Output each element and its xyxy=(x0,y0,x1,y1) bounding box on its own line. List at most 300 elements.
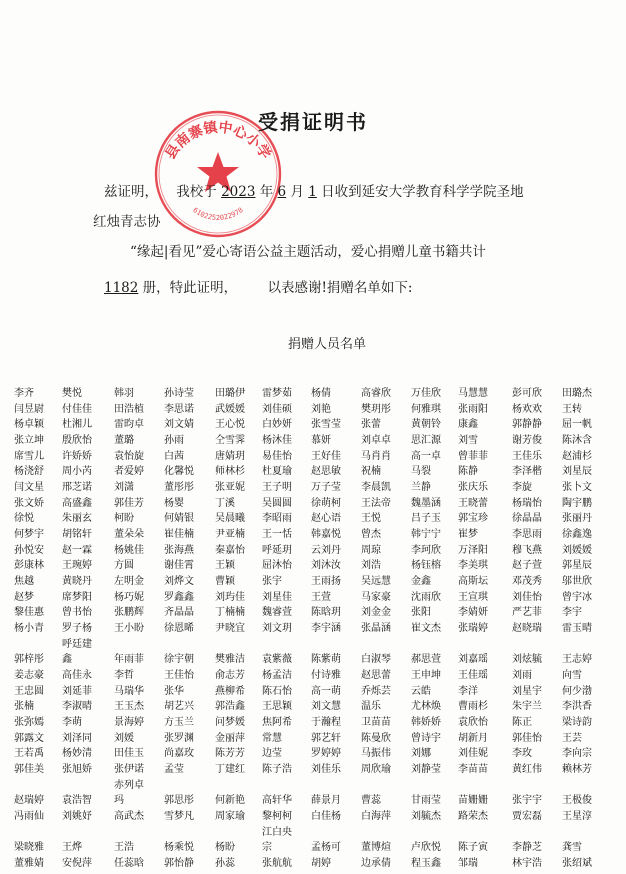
donor-name: 白茜 xyxy=(164,451,184,462)
donor-name: 闫文星 xyxy=(14,482,44,493)
donor-name: 思汇源 xyxy=(411,435,441,446)
donor-name: 杨婴 xyxy=(164,498,184,509)
donor-name: 玛 xyxy=(114,795,124,806)
donor-name: 周琼 xyxy=(361,545,381,556)
donor-name: 慕妍 xyxy=(311,435,331,446)
donor-name: 王好佳 xyxy=(311,451,341,462)
donor-name: 尹亚楠 xyxy=(215,529,245,540)
donor-name: 屈一帆 xyxy=(562,419,592,430)
donor-name: 刘金金 xyxy=(361,607,391,618)
donor-name: 刘文慧 xyxy=(311,701,341,712)
donor-name: 周欣瑜 xyxy=(361,764,391,775)
donor-name: 马裂 xyxy=(411,466,431,477)
donor-name: 王玉杰 xyxy=(114,701,144,712)
donor-name: 王佳瑶 xyxy=(458,670,488,681)
donor-name: 王琬婷 xyxy=(62,560,92,571)
donor-name: 张雨阳 xyxy=(458,404,488,415)
donor-name: 田浩植 xyxy=(114,404,144,415)
donor-name: 刘沐汝 xyxy=(311,560,341,571)
donor-name: 赵晓瑞 xyxy=(512,623,542,634)
donor-name: 郭佳怡 xyxy=(512,733,542,744)
donor-name: 崔文杰 xyxy=(411,623,441,634)
donor-name: 崔梦 xyxy=(458,529,478,540)
donor-name: 陶宇鹏 xyxy=(562,498,592,509)
donor-name: 安倪萍 xyxy=(62,858,92,869)
donor-name: 梁诗韵 xyxy=(562,717,592,728)
donor-name: 穆飞燕 xyxy=(512,545,542,556)
donor-name: 贾宏磊 xyxy=(512,811,542,822)
book-count-unit: 册，特此证明， xyxy=(142,280,238,296)
donor-name: 杨倩 xyxy=(311,388,331,399)
donor-name: 赵浦杉 xyxy=(562,451,592,462)
donor-name: 易佳怡 xyxy=(262,451,292,462)
donor-name: 陈静 xyxy=(458,466,478,477)
donor-name: 刘佳怡 xyxy=(512,592,542,603)
donor-name: 张罗渊 xyxy=(164,733,194,744)
donor-name: 曹雨杉 xyxy=(458,701,488,712)
donor-name: 王思颖 xyxy=(262,701,292,712)
donor-name: 万子莹 xyxy=(311,482,341,493)
donor-name: 罗鑫鑫 xyxy=(164,592,194,603)
donor-name: 赵子萱 xyxy=(512,560,542,571)
donor-name: 路荣杰 xyxy=(458,811,488,822)
donor-name: 刘佳妮 xyxy=(458,748,488,759)
donor-name: 赵思敏 xyxy=(311,466,341,477)
donor-name: 闫昱尉 xyxy=(14,404,44,415)
donor-name: 李旋 xyxy=(512,482,532,493)
donor-name: 李淑晴 xyxy=(62,701,92,712)
donor-name: 马瑞华 xyxy=(114,686,144,697)
donor-name: 郭梓彤 xyxy=(14,654,44,665)
donor-name: 陈晗玥 xyxy=(311,607,341,618)
donor-name: 马家豪 xyxy=(361,592,391,603)
donor-name: 邹瑞 xyxy=(458,858,478,869)
donor-name: 武媛媛 xyxy=(215,404,245,415)
donor-name: 李宇涵 xyxy=(311,623,341,634)
donor-name: 李思诺 xyxy=(164,404,194,415)
donor-name: 雷玉晴 xyxy=(562,623,592,634)
donor-name: 崔佳楠 xyxy=(164,529,194,540)
donor-name: 柯盼 xyxy=(114,513,134,524)
donor-name: 徐鑫逸 xyxy=(562,529,592,540)
donor-name: 杨孟洁 xyxy=(262,670,292,681)
donor-name: 张伊诺 xyxy=(114,764,144,775)
donor-name: 刘潇 xyxy=(114,482,134,493)
donor-name: 杨巧妮 xyxy=(114,592,144,603)
donor-name: 樊玥彤 xyxy=(361,404,391,415)
donor-name: 谢佳霄 xyxy=(164,560,194,571)
donor-name: 于瀚程 xyxy=(311,717,341,728)
donor-name: 赖林芳 xyxy=(562,764,592,775)
donor-name: 刘姚妤 xyxy=(62,811,92,822)
donor-name: 刘文玥 xyxy=(262,623,292,634)
donor-name: 曾宇冰 xyxy=(562,592,592,603)
donor-name: 万佳欣 xyxy=(411,388,441,399)
donor-name: 张晶涵 xyxy=(361,623,391,634)
donor-name: 王忠圆 xyxy=(14,686,44,697)
donor-name: 王雨扬 xyxy=(311,576,341,587)
donor-name: 黄朝铃 xyxy=(411,419,441,430)
donor-name: 李思雨 xyxy=(512,529,542,540)
donor-name: 曾书怡 xyxy=(62,607,92,618)
donor-name: 刘毓杰 xyxy=(411,811,441,822)
donor-name: 王萱 xyxy=(311,592,331,603)
donor-name: 刘玙佳 xyxy=(215,592,245,603)
donor-name: 化馨悦 xyxy=(164,466,194,477)
donor-name: 胡铭轩 xyxy=(62,529,92,540)
donor-name: 孙雨 xyxy=(164,435,184,446)
donor-name: 郭佳芳 xyxy=(114,498,144,509)
donor-name: 孟莹 xyxy=(164,764,184,775)
donor-name: 张阳 xyxy=(411,607,431,618)
donor-name: 袁浩智 xyxy=(62,795,92,806)
donor-name: 白海萍 xyxy=(361,811,391,822)
donor-name: 王小盼 xyxy=(114,623,144,634)
donor-name: 赵瑞婷 xyxy=(14,795,44,806)
donor-name: 杜夏瑜 xyxy=(262,466,292,477)
donor-name: 刘文婧 xyxy=(164,419,194,430)
donor-name: 何新艳 xyxy=(215,795,245,806)
donor-name: 姜志豪 xyxy=(14,670,44,681)
cert-line-3: “缘起|看见”爱心寄语公益主题活动，爱心捐赠儿童书籍共计 xyxy=(130,244,486,260)
donor-name: 郭静静 xyxy=(512,419,542,430)
donor-name: 燕柳希 xyxy=(215,686,245,697)
donor-name: 许娇娇 xyxy=(62,451,92,462)
donor-name: 年雨菲 xyxy=(114,654,144,665)
donor-name: 焦越 xyxy=(14,576,34,587)
donor-name: 王心悦 xyxy=(215,419,245,430)
donor-name: 刘浩 xyxy=(361,560,381,571)
donor-name: 李洪香 xyxy=(562,701,592,712)
donor-name: 殷欣怡 xyxy=(62,435,92,446)
donor-name: 金丽萍 xyxy=(215,733,245,744)
donor-name: 李齐 xyxy=(14,388,34,399)
cert-month: 6 xyxy=(277,184,287,200)
donor-name: 张雪莹 xyxy=(311,419,341,430)
donor-name: 刘星宇 xyxy=(512,686,542,697)
donor-name: 乔烁芸 xyxy=(361,686,391,697)
donor-name: 刘媛媛 xyxy=(562,545,592,556)
donor-name: 雷梦茹 xyxy=(262,388,292,399)
donor-name: 席雪儿 xyxy=(14,451,44,462)
book-count: 1182 xyxy=(104,280,139,296)
donor-name: 刘星佳 xyxy=(262,592,292,603)
donor-name: 田璐伊 xyxy=(215,388,245,399)
donor-name: 徐萌柯 xyxy=(311,498,341,509)
donor-name: 徐晶晶 xyxy=(512,513,542,524)
donor-name: 樊悦 xyxy=(62,388,82,399)
donor-name: 吴晨曦 xyxy=(215,513,245,524)
donor-name: 呼廷建 xyxy=(62,639,92,650)
donor-name: 杨沐佳 xyxy=(262,435,292,446)
donor-name: 陈石怡 xyxy=(262,686,292,697)
donor-name: 问梦媛 xyxy=(215,717,245,728)
donor-name: 吕子玉 xyxy=(411,513,441,524)
donor-name: 谢芳俊 xyxy=(512,435,542,446)
donor-name: 陈正 xyxy=(512,717,532,728)
donor-name: 杨钰榕 xyxy=(411,560,441,571)
donor-name: 赵一霖 xyxy=(62,545,92,556)
donor-name: 刘媛 xyxy=(114,733,134,744)
donor-name: 李泽楷 xyxy=(512,466,542,477)
donor-name: 陈子浩 xyxy=(262,764,292,775)
cert-day: 1 xyxy=(308,184,317,200)
donor-name: 董雅婧 xyxy=(14,858,44,869)
donor-name: 何雅琪 xyxy=(411,404,441,415)
donor-name: 孙诗莹 xyxy=(164,388,194,399)
donor-name: 袁欣怡 xyxy=(458,717,488,728)
donor-name: 杨小青 xyxy=(14,623,44,634)
donor-name: 田佳玉 xyxy=(114,748,144,759)
donor-name: 仝雪霁 xyxy=(215,435,245,446)
cert-day-text: 日收到延安大学教育科学学院圣地 xyxy=(321,184,524,200)
donor-name: 李萌 xyxy=(62,717,82,728)
donor-name: 李美琪 xyxy=(458,560,488,571)
donor-name: 杨乘悦 xyxy=(164,842,194,853)
donor-name: 曹蕊 xyxy=(361,795,381,806)
cert-line-4 xyxy=(104,276,412,296)
donor-name: 魏睿萱 xyxy=(262,607,292,618)
donor-name: 胡艺兴 xyxy=(164,701,194,712)
donor-name: 赵思蕾 xyxy=(361,670,391,681)
donor-name: 杨卓颖 xyxy=(14,419,44,430)
donor-name: 鑫 xyxy=(62,654,72,665)
donor-name: 董彤彤 xyxy=(164,482,194,493)
seal-number-text: 6102252022978 xyxy=(191,206,245,222)
donor-name: 郭宝珍 xyxy=(458,513,488,524)
donor-name: 郝思萱 xyxy=(411,654,441,665)
donor-name: 李向宗 xyxy=(562,748,592,759)
donor-name: 马肖肖 xyxy=(361,451,391,462)
donor-name: 王一恬 xyxy=(262,529,292,540)
donor-name: 杨欢欢 xyxy=(512,404,542,415)
donor-name: 黄晓丹 xyxy=(62,576,92,587)
donor-name: 张丽丹 xyxy=(562,513,592,524)
donor-name: 张弥嫣 xyxy=(14,717,44,728)
donor-name: 师林杉 xyxy=(215,466,245,477)
donor-name: 焦阿希 xyxy=(262,717,292,728)
donor-name: 刘星辰 xyxy=(562,466,592,477)
donor-name: 赵梦 xyxy=(14,592,34,603)
donor-name: 刘静莹 xyxy=(411,764,441,775)
donor-name: 李婧妍 xyxy=(458,607,488,618)
donor-name: 雷昀卓 xyxy=(114,419,144,430)
donor-name: 高一萌 xyxy=(311,686,341,697)
donor-name: 王星淳 xyxy=(562,811,592,822)
donor-name: 张瑞婷 xyxy=(458,623,488,634)
donor-name: 刘延菲 xyxy=(62,686,92,697)
donor-name: 温乐 xyxy=(361,701,381,712)
donor-list-title: 捐赠人员名单 xyxy=(288,337,367,352)
donor-name: 苗姗姗 xyxy=(458,795,488,806)
donor-name: 徐悦 xyxy=(14,513,34,524)
donor-name: 孙蕊 xyxy=(215,858,235,869)
donor-name: 陈紫萌 xyxy=(311,654,341,665)
donor-name: 沈雨欣 xyxy=(411,592,441,603)
donor-name: 张海燕 xyxy=(164,545,194,556)
donor-name: 李珂欣 xyxy=(411,545,441,556)
donor-name: 方玉兰 xyxy=(164,717,194,728)
donor-name: 张蕾 xyxy=(361,419,381,430)
donor-name: 邬世欣 xyxy=(562,576,592,587)
donor-name: 郭艺轩 xyxy=(311,733,341,744)
donor-name: 王颖 xyxy=(215,560,235,571)
donor-name: 刘娜 xyxy=(411,748,431,759)
donor-name: 郭佳美 xyxy=(14,764,44,775)
donor-name: 何婧银 xyxy=(164,513,194,524)
donor-name: 王芸 xyxy=(562,733,582,744)
donor-name: 刘卓卓 xyxy=(361,435,391,446)
donor-name: 边承倩 xyxy=(361,858,391,869)
donor-name: 杜湘儿 xyxy=(62,419,92,430)
donor-name: 曾诗宇 xyxy=(411,733,441,744)
donor-name: 杨瑞怡 xyxy=(512,498,542,509)
donor-name: 边莹 xyxy=(262,748,282,759)
donor-name: 尚嘉玫 xyxy=(164,748,194,759)
donor-name: 龚雪 xyxy=(562,842,582,853)
donor-name: 张立坤 xyxy=(14,435,44,446)
donor-name: 董朵朵 xyxy=(114,529,144,540)
donor-name: 张亚妮 xyxy=(215,482,245,493)
donor-name: 左明金 xyxy=(114,576,144,587)
donor-name: 丁楠楠 xyxy=(215,607,245,618)
donor-name: 魏墨涵 xyxy=(411,498,441,509)
donor-name: 曾菲菲 xyxy=(458,451,488,462)
donor-name: 李晨凯 xyxy=(361,482,391,493)
donor-name: 李哲 xyxy=(114,670,134,681)
donor-name: 白淑琴 xyxy=(361,654,391,665)
donor-name: 李洋 xyxy=(458,686,478,697)
donor-name: 丁建红 xyxy=(215,764,245,775)
donor-name: 秦嘉怡 xyxy=(215,545,245,556)
donor-name: 任蕊晗 xyxy=(114,858,144,869)
donor-name: 齐晶晶 xyxy=(164,607,194,618)
donor-name: 方圆 xyxy=(114,560,134,571)
donor-name: 韩宁宁 xyxy=(411,529,441,540)
cert-intro: 我校于 xyxy=(176,184,217,200)
donor-name: 刘泽同 xyxy=(62,733,92,744)
donor-name: 万泽阳 xyxy=(458,545,488,556)
donor-name: 李静芝 xyxy=(512,842,542,853)
donor-name: 刘烨文 xyxy=(164,576,194,587)
donor-name: 韩娇娇 xyxy=(411,717,441,728)
donor-name: 屈沐怡 xyxy=(262,560,292,571)
donor-name: 景海婷 xyxy=(114,717,144,728)
donor-name: 郭怡静 xyxy=(164,858,194,869)
donor-name: 袁怡旋 xyxy=(114,451,144,462)
donor-name: 彭可欣 xyxy=(512,388,542,399)
donor-name: 尹晓宜 xyxy=(215,623,245,634)
donor-name: 高盛鑫 xyxy=(62,498,92,509)
donor-name: 郭思彤 xyxy=(164,795,194,806)
donor-name: 王佳怡 xyxy=(164,670,194,681)
cert-month-unit: 月 xyxy=(290,184,304,200)
donor-name: 王若禹 xyxy=(14,748,44,759)
donor-name: 刘佳乐 xyxy=(311,764,341,775)
donor-name: 张航航 xyxy=(262,858,292,869)
donor-name: 孙悦安 xyxy=(14,545,44,556)
donor-name: 李宇 xyxy=(562,607,582,618)
donor-name: 向雪 xyxy=(562,670,582,681)
donor-name: 付诗雅 xyxy=(311,670,341,681)
donor-name: 彭康林 xyxy=(14,560,44,571)
donor-name: 唐婧玥 xyxy=(215,451,245,462)
donor-name: 薛景月 xyxy=(311,795,341,806)
document-title: 受捐证明书 xyxy=(258,110,368,134)
donor-name: 付佳佳 xyxy=(62,404,92,415)
donor-name: 刘雨 xyxy=(512,670,532,681)
donor-name: 郭露文 xyxy=(14,733,44,744)
donor-name: 徐宇朝 xyxy=(164,654,194,665)
donor-name: 刘佳硕 xyxy=(262,404,292,415)
donor-name: 冯雨仙 xyxy=(14,811,44,822)
cert-opening: 兹证明， xyxy=(104,184,158,200)
donor-name: 张绍斌 xyxy=(562,858,592,869)
donor-name: 罗婷婷 xyxy=(311,748,341,759)
donor-name: 张宇宇 xyxy=(512,795,542,806)
donor-name: 陈芳芳 xyxy=(215,748,245,759)
donor-name: 林宇浩 xyxy=(512,858,542,869)
donor-name: 白妙妍 xyxy=(262,419,292,430)
donor-name: 祝楠 xyxy=(361,466,381,477)
donor-name: 金鑫 xyxy=(411,576,431,587)
donor-name: 呼延玥 xyxy=(262,545,292,556)
donor-name: 张楠 xyxy=(14,701,34,712)
donor-name: 张卜文 xyxy=(562,482,592,493)
donor-name: 刘嘉瑶 xyxy=(458,654,488,665)
donor-name: 张庆乐 xyxy=(458,482,488,493)
donor-name: 王子明 xyxy=(262,482,292,493)
donor-name: 俞志芳 xyxy=(215,670,245,681)
donor-name: 袁紫薇 xyxy=(262,654,292,665)
donor-name: 胡新月 xyxy=(458,733,488,744)
donor-name: 尤林焕 xyxy=(411,701,441,712)
donor-name: 朱宇兰 xyxy=(512,701,542,712)
donor-name: 杨姚佳 xyxy=(114,545,144,556)
donor-name: 兰静 xyxy=(411,482,431,493)
donor-name: 李昭雨 xyxy=(262,513,292,524)
donor-name: 高佳永 xyxy=(62,670,92,681)
donor-name: 樊雅洁 xyxy=(215,654,245,665)
donor-name: 者爱婷 xyxy=(114,466,144,477)
donor-name: 刘炫毓 xyxy=(512,654,542,665)
donor-name: 白佳杨 xyxy=(311,811,341,822)
donor-name: 邢芝诺 xyxy=(62,482,92,493)
donor-name: 云刘丹 xyxy=(311,545,341,556)
donor-name: 黎佳惠 xyxy=(14,607,44,618)
donor-name: 常慧 xyxy=(262,733,282,744)
cert-line-1 xyxy=(104,180,524,200)
donor-name: 马振伟 xyxy=(361,748,391,759)
donor-name: 朱丽玄 xyxy=(62,513,92,524)
donor-name: 王志婷 xyxy=(562,654,592,665)
donor-name: 孟杨可 xyxy=(311,842,341,853)
donor-name: 吴圆圆 xyxy=(262,498,292,509)
cert-closing: 以表感谢!捐赠名单如下: xyxy=(267,280,413,296)
donor-name: 高斯坛 xyxy=(458,576,488,587)
donor-name: 杨浇舒 xyxy=(14,466,44,477)
donor-name: 郭星辰 xyxy=(562,560,592,571)
donor-name: 刘雪 xyxy=(458,435,478,446)
donor-name: 王宣琪 xyxy=(458,592,488,603)
donor-name: 吴远慧 xyxy=(361,576,391,587)
donor-name: 江白央 xyxy=(262,827,292,838)
donor-name: 杨盼 xyxy=(215,842,235,853)
donor-name: 何梦宇 xyxy=(14,529,44,540)
donor-name: 王法帝 xyxy=(361,498,391,509)
donor-name: 雪梦凡 xyxy=(164,811,194,822)
donor-name: 黄红伟 xyxy=(512,764,542,775)
